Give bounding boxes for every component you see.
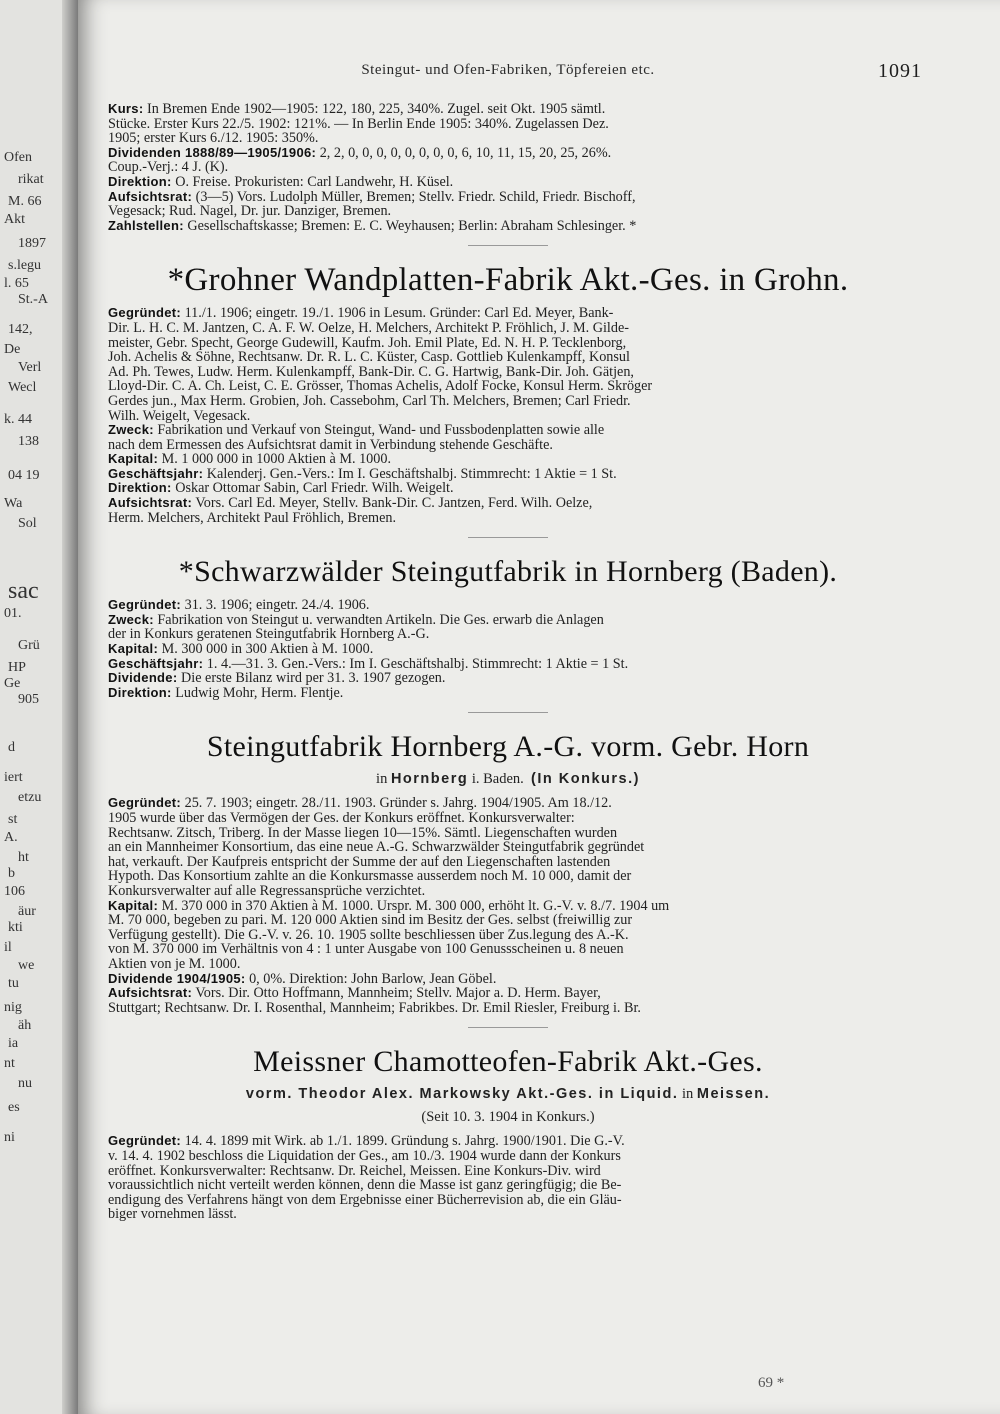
entry-line xyxy=(108,190,908,205)
field-text: 11./1. 1906; eingetr. 19./1. 1906 in Lesum. Gründer: Carl Ed. Meyer, Bank- xyxy=(181,305,614,322)
field-text: O. Freise. Prokuristen: Carl Landwehr, H. Küsel. xyxy=(171,173,454,190)
entry-subtitle-meissner xyxy=(108,1086,908,1103)
left-margin-fragment: etzu xyxy=(18,790,42,805)
entry-line xyxy=(108,394,908,409)
entry-line xyxy=(108,452,908,467)
entry-line xyxy=(108,1207,908,1222)
entry-line xyxy=(108,826,908,841)
field-text: Coup.-Verj.: 4 J. (K). xyxy=(108,159,229,176)
field-text: Hypoth. Das Konsortium zahlte an die Konkursmasse ausserdem noch M. 10 000, damit der xyxy=(108,868,632,885)
running-head-title: Steingut- und Ofen-Fabriken, Töpfereien etc. xyxy=(361,62,655,78)
left-margin-fragment: 04 19 xyxy=(8,468,40,483)
entry-line xyxy=(108,146,908,161)
field-text: In Bremen Ende 1902—1905: 122, 180, 225, 340%. Zugel. seit Okt. 1905 sämtl. xyxy=(143,101,606,117)
left-margin-fragment: es xyxy=(8,1100,20,1115)
left-margin-fragment: Ofen xyxy=(4,150,32,165)
subtitle-former-name: vorm. Theodor Alex. Markowsky Akt.-Ges. in Liquid. xyxy=(245,1086,679,1103)
entry-line xyxy=(108,928,908,943)
left-margin-fragment: l. 65 xyxy=(4,276,29,291)
subtitle-in: in xyxy=(376,771,388,788)
left-margin-fragment: Wa xyxy=(4,496,23,511)
field-label: Aufsichtsrat: xyxy=(108,188,193,204)
entry-line xyxy=(108,671,908,686)
entry-line xyxy=(108,855,908,870)
subtitle-region: i. Baden. xyxy=(471,771,524,788)
left-margin-fragment: sac xyxy=(8,578,39,604)
field-text: der in Konkurs geratenen Steingutfabrik Hornberg A.-G. xyxy=(108,626,430,643)
entry-line xyxy=(108,986,908,1001)
subtitle-status: (In Konkurs.) xyxy=(531,771,640,788)
section-divider xyxy=(468,1027,548,1028)
field-label: Kapital: xyxy=(108,897,159,913)
field-label: Direktion: xyxy=(108,480,172,496)
left-margin-fragment: St.-A xyxy=(18,292,48,307)
left-margin-fragment: rikat xyxy=(18,172,44,187)
left-margin-fragment: nt xyxy=(4,1056,15,1071)
field-text: an ein Mannheimer Konsortium, das eine neue A.-G. Schwarzwälder Steingutfabrik gegründet xyxy=(108,839,645,856)
left-margin-fragment: kti xyxy=(8,920,23,935)
field-label: Dividende: xyxy=(108,670,178,686)
field-text: M. 1 000 000 in 1000 Aktien à M. 1000. xyxy=(158,451,391,468)
field-label: Direktion: xyxy=(108,684,172,700)
field-label: Dividenden 1888/89—1905/1906: xyxy=(108,144,317,160)
entry-line xyxy=(108,481,908,496)
field-text: Oskar Ottomar Sabin, Carl Friedr. Wilh. Weigelt. xyxy=(171,480,454,497)
entry-line xyxy=(108,613,908,628)
field-text: meister, Gebr. Specht, George Gudewill, Kaufm. Joh. Emil Plate, Ed. N. H. P. Tecklenborg, xyxy=(108,334,627,351)
field-label: Aufsichtsrat: xyxy=(108,495,193,511)
entry-line xyxy=(108,899,908,914)
left-margin-fragment: M. 66 xyxy=(8,194,42,209)
left-margin-fragment: nu xyxy=(18,1076,32,1091)
entry-line xyxy=(108,884,908,899)
field-label: Aufsichtsrat: xyxy=(108,985,193,1001)
field-text: Rechtsanw. Zitsch, Triberg. In der Masse liegen 10—15%. Sämtl. Liegenschaften wurden xyxy=(108,824,618,841)
entry-line xyxy=(108,957,908,972)
entry-line xyxy=(108,657,908,672)
field-text: Stücke. Erster Kurs 22./5. 1902: 121%. — In Berlin Ende 1905: 340%. Zugelassen Dez. xyxy=(108,115,609,132)
entry-line xyxy=(108,321,908,336)
entry-line xyxy=(108,409,908,424)
entry-line xyxy=(108,102,908,117)
signature-mark: 69 * xyxy=(758,1375,785,1391)
entry-line xyxy=(108,642,908,657)
left-margin-fragment: äur xyxy=(18,904,36,919)
field-label: Gegründet: xyxy=(108,305,182,321)
field-text: Aktien von je M. 1000. xyxy=(108,955,241,972)
entry-meissner xyxy=(108,1134,908,1222)
field-text: v. 14. 4. 1902 beschloss die Liquidation der Ges., am 10./3. 1904 wurde dann der Konkurs xyxy=(108,1147,621,1164)
field-text: Kalenderj. Gen.-Vers.: Im I. Geschäftshalbj. Stimmrecht: 1 Aktie = 1 St. xyxy=(203,465,617,482)
left-margin-fragment: s.legu xyxy=(8,258,42,273)
field-text: 2, 2, 0, 0, 0, 0, 0, 0, 0, 0, 6, 10, 11, 15, 20, 25, 26%. xyxy=(316,144,612,161)
left-margin-fragment: 905 xyxy=(18,692,39,707)
entry-note-meissner: (Seit 10. 3. 1904 in Konkurs.) xyxy=(421,1109,595,1126)
subtitle-place: Hornberg xyxy=(390,771,469,788)
left-margin-fragment: 1897 xyxy=(18,236,46,251)
left-margin-fragment: k. 44 xyxy=(4,412,32,427)
field-text: Joh. Achelis & Söhne, Rechtsanw. Dr. R. L. C. Küster, Casp. Gottlieb Kulenkampff, Konsul xyxy=(108,349,630,366)
entry-line xyxy=(108,1001,908,1016)
entry-line xyxy=(108,627,908,642)
entry-schwarzwaelder xyxy=(108,598,908,700)
left-margin-fragment: ia xyxy=(8,1036,19,1051)
entry-grohner xyxy=(108,306,908,525)
section-divider xyxy=(468,245,548,246)
entry-title-hornberg: Steingutfabrik Hornberg A.-G. vorm. Gebr. Horn xyxy=(206,730,810,764)
field-text: 31. 3. 1906; eingetr. 24./4. 1906. xyxy=(181,597,370,614)
entry-line xyxy=(108,972,908,987)
section-divider xyxy=(468,537,548,538)
field-label: Gegründet: xyxy=(108,597,182,613)
entry-bremen-continuation xyxy=(108,102,908,233)
field-label: Zahlstellen: xyxy=(108,217,184,233)
field-text: Dir. L. H. C. M. Jantzen, C. A. F. W. Oelze, H. Melchers, Architekt P. Fröhlich, J. M. Gilde- xyxy=(108,319,629,336)
left-margin-fragment: Verl xyxy=(18,360,42,375)
entry-title-grohner: *Grohner Wandplatten-Fabrik Akt.-Ges. in Grohn. xyxy=(167,262,849,299)
entry-line xyxy=(108,1134,908,1149)
field-label: Zweck: xyxy=(108,611,154,627)
field-label: Gegründet: xyxy=(108,795,182,811)
field-text: 25. 7. 1903; eingetr. 28./11. 1903. Gründer s. Jahrg. 1904/1905. Am 18./12. xyxy=(181,795,612,812)
field-text: Vors. Carl Ed. Meyer, Stellv. Bank-Dir. C. Jantzen, Ferd. Wilh. Oelze, xyxy=(192,495,593,512)
field-text: Herm. Melchers, Architekt Paul Fröhlich, Bremen. xyxy=(108,509,397,526)
field-label: Geschäftsjahr: xyxy=(108,465,204,481)
left-margin-fragment: 138 xyxy=(18,434,39,449)
field-text: von M. 370 000 im Verhältnis von 4 : 1 unter Ausgabe von 100 Genussscheinen u. 8 neuen xyxy=(108,941,624,958)
left-margin-fragment: iert xyxy=(4,770,23,785)
left-margin-fragment: Sol xyxy=(18,516,37,531)
field-text: biger vornehmen lässt. xyxy=(108,1206,237,1223)
left-margin-fragment: Ge xyxy=(4,676,21,691)
subtitle-place: Meissen. xyxy=(696,1086,771,1103)
entry-line xyxy=(108,379,908,394)
entry-line xyxy=(108,942,908,957)
field-text: Wilh. Weigelt, Vegesack. xyxy=(108,407,251,424)
section-divider xyxy=(468,712,548,713)
entry-line xyxy=(108,496,908,511)
entry-line xyxy=(108,204,908,219)
left-margin-fragment: A. xyxy=(4,830,18,845)
field-text: Ludwig Mohr, Herm. Flentje. xyxy=(171,684,344,701)
entry-line xyxy=(108,511,908,526)
book-gutter xyxy=(62,0,78,1414)
left-margin-fragment: ni xyxy=(4,1130,15,1145)
entry-line xyxy=(108,1149,908,1164)
entry-line xyxy=(108,365,908,380)
subtitle-in: in xyxy=(681,1086,694,1103)
field-label: Geschäftsjahr: xyxy=(108,655,204,671)
left-margin-fragment: d xyxy=(8,740,15,755)
left-margin-fragment: tu xyxy=(8,976,19,991)
entry-line xyxy=(108,336,908,351)
field-text: Vors. Dir. Otto Hoffmann, Mannheim; Stellv. Major a. D. Herm. Bayer, xyxy=(192,985,601,1002)
entry-line xyxy=(108,131,908,146)
field-text: 1905 wurde über das Vermögen der Ges. der Konkurs eröffnet. Konkursverwalter: xyxy=(108,810,575,826)
left-margin-fragment: ht xyxy=(18,850,29,865)
field-text: Vegesack; Rud. Nagel, Dr. jur. Danziger, Bremen. xyxy=(108,203,392,220)
field-label: Dividende 1904/1905: xyxy=(108,970,246,986)
entry-line xyxy=(108,438,908,453)
entry-line xyxy=(108,175,908,190)
field-text: M. 300 000 in 300 Aktien à M. 1000. xyxy=(158,641,374,658)
entry-line xyxy=(108,1164,908,1179)
entry-title-meissner: Meissner Chamotteofen-Fabrik Akt.-Ges. xyxy=(253,1045,763,1079)
field-label: Kurs: xyxy=(108,101,144,116)
entry-title-schwarzwaelder: *Schwarzwälder Steingutfabrik in Hornberg (Baden). xyxy=(178,555,838,589)
left-margin-fragment: 106 xyxy=(4,884,25,899)
left-page-fragment xyxy=(0,0,78,1414)
entry-line xyxy=(108,796,908,811)
entry-line xyxy=(108,219,908,234)
entry-line xyxy=(108,467,908,482)
entry-line xyxy=(108,160,908,175)
entry-line xyxy=(108,840,908,855)
left-margin-fragment: Grü xyxy=(18,638,40,653)
left-margin-fragment: il xyxy=(4,940,12,955)
field-text: hat, verkauft. Der Kaufpreis entspricht der Summe der auf den Liegenschaften lastenden xyxy=(108,853,611,870)
field-label: Kapital: xyxy=(108,641,159,657)
field-text: 1. 4.—31. 3. Gen.-Vers.: Im I. Geschäftshalbj. Stimmrecht: 1 Aktie = 1 St. xyxy=(203,655,629,672)
field-text: Fabrikation und Verkauf von Steingut, Wand- und Fussbodenplatten sowie alle xyxy=(153,422,605,439)
left-margin-fragment: Akt xyxy=(4,212,25,227)
field-text: Gesellschaftskasse; Bremen: E. C. Weyhausen; Berlin: Abraham Schlesinger. * xyxy=(183,217,637,234)
entry-hornberg xyxy=(108,796,908,1015)
entry-line xyxy=(108,117,908,132)
right-page xyxy=(78,0,1000,1414)
field-text: 14. 4. 1899 mit Wirk. ab 1./1. 1899. Gründung s. Jahrg. 1900/1901. Die G.-V. xyxy=(181,1133,625,1150)
field-text: Verfügung gestellt). Die G.-V. v. 26. 10. 1905 sollte beschliessen über Zus.legung des A.-K. xyxy=(108,926,629,943)
field-text: eröffnet. Konkursverwalter: Rechtsanw. Dr. Reichel, Meissen. Eine Konkurs-Div. wird xyxy=(108,1162,601,1179)
field-text: nach dem Ermessen des Aufsichtsrat damit in Verbindung stehende Geschäfte. xyxy=(108,436,553,453)
field-label: Gegründet: xyxy=(108,1133,182,1149)
page-number: 1091 xyxy=(878,60,922,82)
entry-line xyxy=(108,423,908,438)
field-text: Die erste Bilanz wird per 31. 3. 1907 gezogen. xyxy=(177,670,446,687)
entry-line xyxy=(108,350,908,365)
entry-subtitle-hornberg xyxy=(108,771,908,788)
field-text: Fabrikation von Steingut u. verwandten Artikeln. Die Ges. erwarb die Anlagen xyxy=(153,611,604,628)
field-text: Lloyd-Dir. C. A. Ch. Leist, C. E. Grösser, Thomas Achelis, Adolf Focke, Konsul Herm. Skröger xyxy=(108,378,653,395)
field-text: M. 370 000 in 370 Aktien à M. 1000. Urspr. M. 300 000, erhöht lt. G.-V. v. 8./7. 1904 um xyxy=(158,897,670,914)
field-label: Zweck: xyxy=(108,422,154,438)
field-label: Kapital: xyxy=(108,451,159,467)
entry-line xyxy=(108,1178,908,1193)
field-text: endigung des Verfahrens hängt von dem Ergebnisse einer Bücherrevision ab, die ein Gläu- xyxy=(108,1191,622,1208)
running-header xyxy=(108,60,922,88)
left-margin-fragment: b xyxy=(8,866,15,881)
field-text: Konkursverwalter auf alle Regressansprüche verzichtet. xyxy=(108,882,426,899)
entry-line xyxy=(108,811,908,826)
field-text: 0, 0%. Direktion: John Barlow, Jean Göbel. xyxy=(245,970,497,987)
left-margin-fragment: 142, xyxy=(8,322,33,337)
left-margin-fragment: Wecl xyxy=(8,380,37,395)
field-text: voraussichtlich nicht verteilt werden können, denn die Masse ist ganz geringfügig; die Be- xyxy=(108,1177,622,1194)
field-text: Stuttgart; Rechtsanw. Dr. I. Rosenthal, Mannheim; Fabrikbes. Dr. Emil Riesler, Freiburg i. Br. xyxy=(108,999,641,1016)
field-text: M. 70 000, begeben zu pari. M. 120 000 Aktien sind im Besitz der Ges. selbst (freiwillig zur xyxy=(108,912,633,929)
left-margin-fragment: HP xyxy=(8,660,26,675)
field-text: Gerdes jun., Max Herm. Grobien, Joh. Cassebohm, Carl Th. Melchers, Bremen; Carl Friedr. xyxy=(108,392,631,409)
left-margin-fragment: we xyxy=(18,958,35,973)
entry-line xyxy=(108,306,908,321)
field-text: (3—5) Vors. Ludolph Müller, Bremen; Stellv. Friedr. Schild, Friedr. Bischoff, xyxy=(192,188,636,205)
left-margin-fragment: äh xyxy=(18,1018,32,1033)
left-margin-fragment: 01. xyxy=(4,606,22,621)
entry-line xyxy=(108,913,908,928)
entry-line xyxy=(108,869,908,884)
page-column xyxy=(108,60,922,1223)
field-text: 1905; erster Kurs 6./12. 1905: 350%. xyxy=(108,130,319,147)
entry-line xyxy=(108,598,908,613)
entry-line xyxy=(108,1193,908,1208)
left-margin-fragment: De xyxy=(4,342,21,357)
entry-line xyxy=(108,686,908,701)
left-margin-fragment: st xyxy=(8,812,18,827)
left-margin-fragment: nig xyxy=(4,1000,22,1015)
field-text: Ad. Ph. Tewes, Ludw. Herm. Kulenkampff, Bank-Dir. C. G. Hartwig, Bank-Dir. Joh. Gätjen, xyxy=(108,363,634,380)
field-label: Direktion: xyxy=(108,173,172,189)
